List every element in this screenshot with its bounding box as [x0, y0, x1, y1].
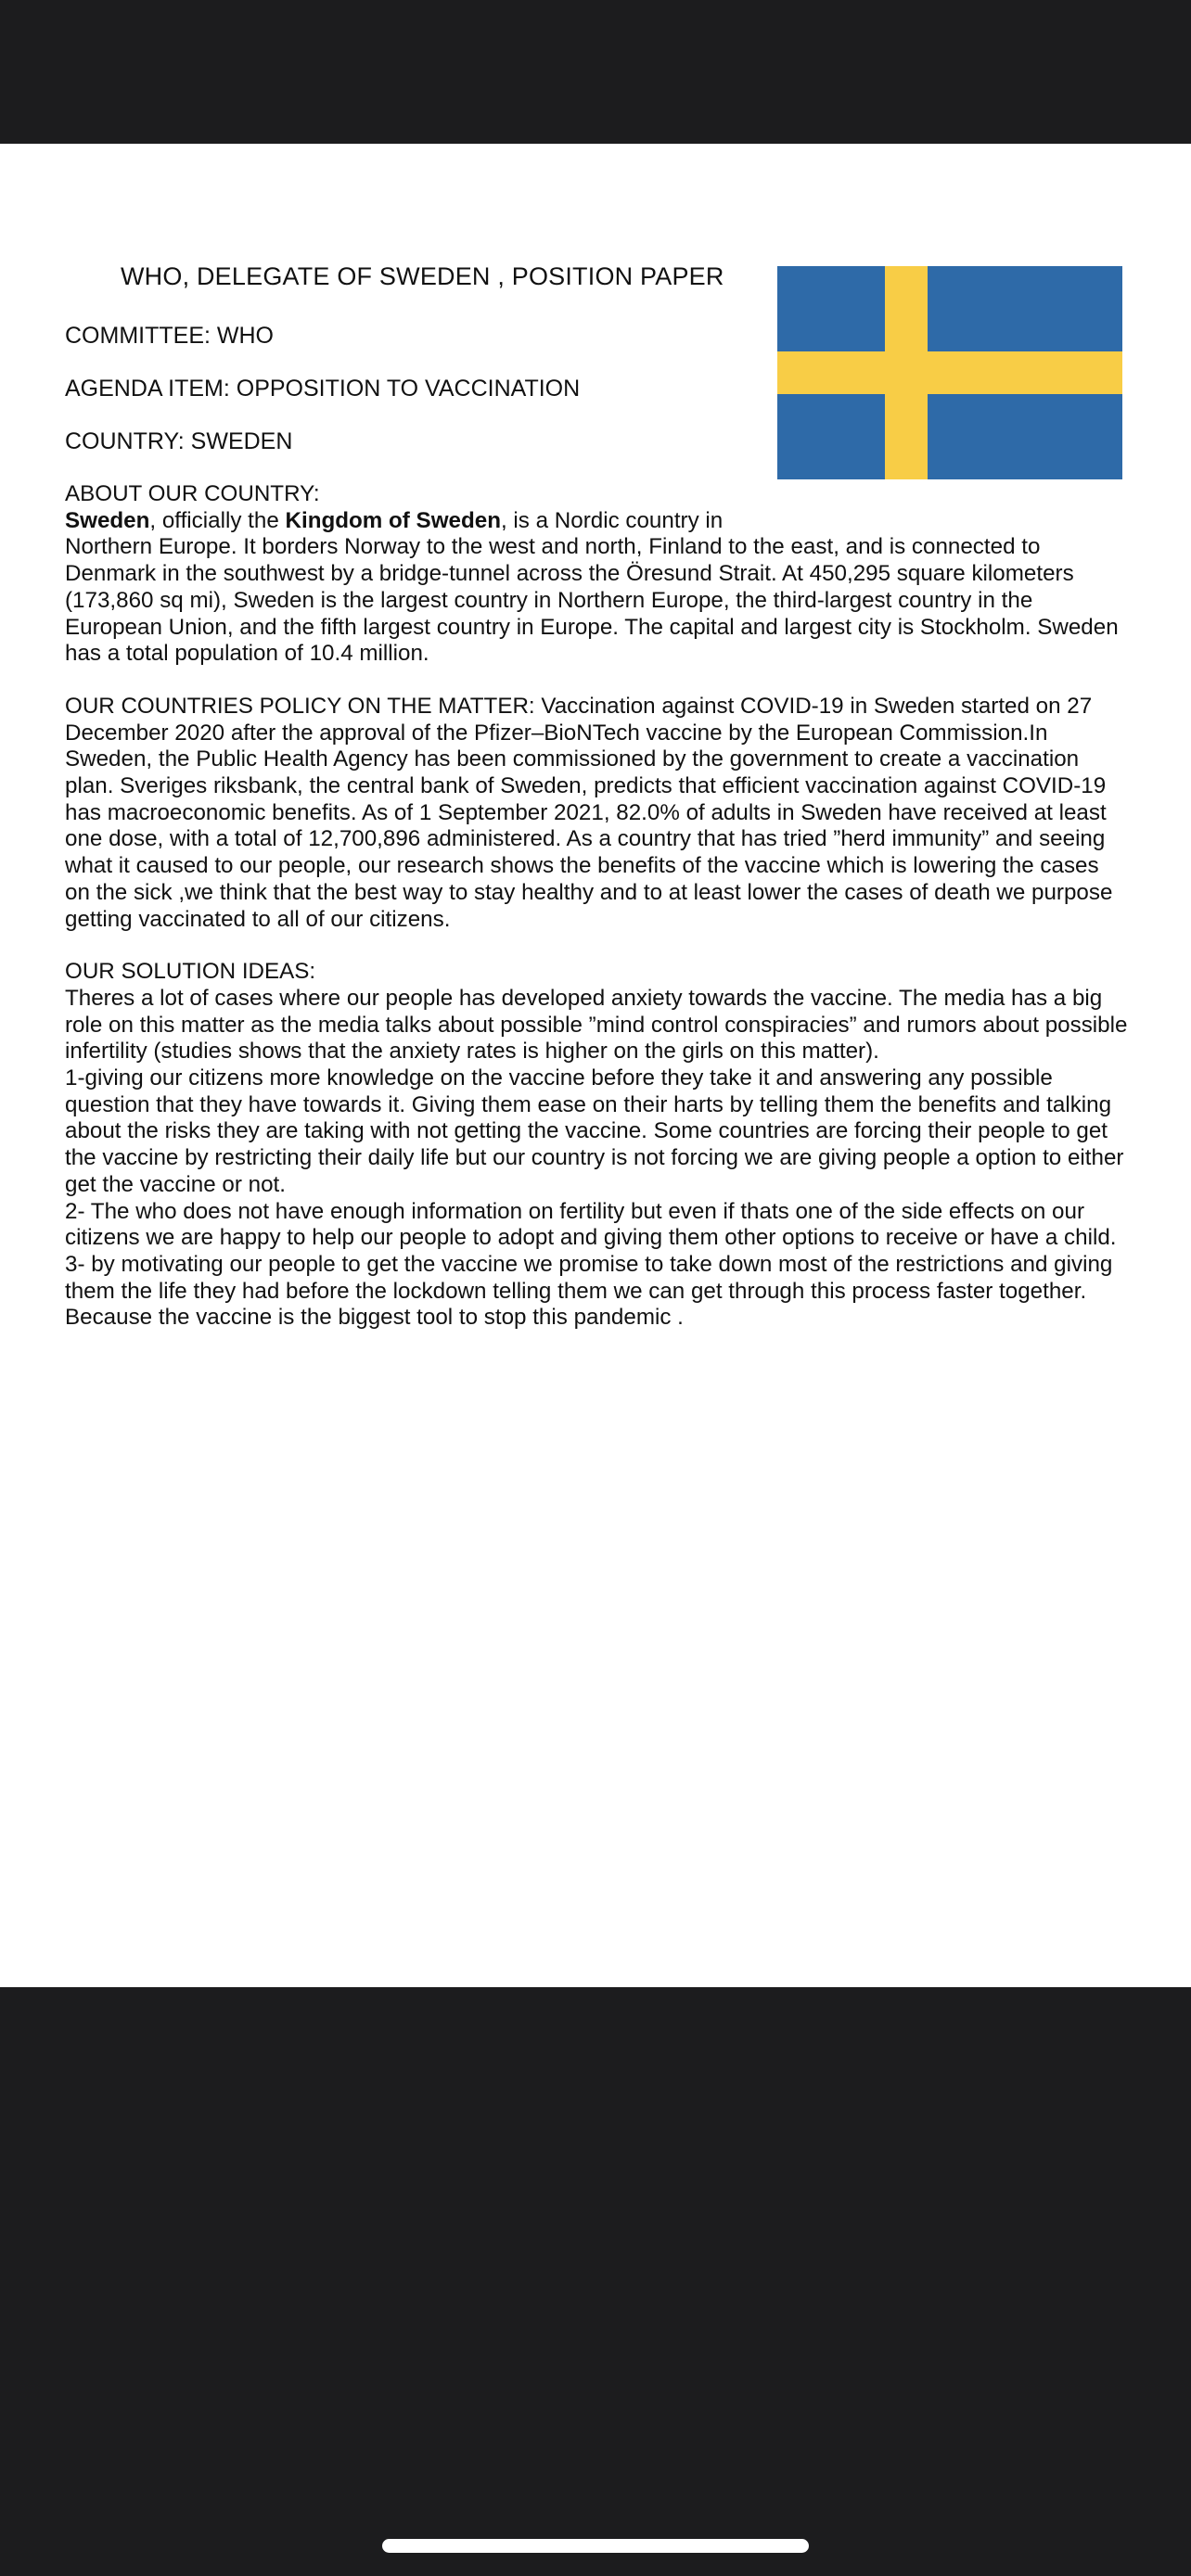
solution-item-3: 3- by motivating our people to get the vaccine we promise to take down most of the restrictions and giving them the life they had before the lockdown telling them we can get through this process faster together.	[65, 1251, 1113, 1304]
about-intro-line	[65, 508, 1130, 535]
top-bar	[0, 0, 1191, 144]
solution-item-2: 2- The who does not have enough information on fertility but even if thats one of the side effects on our citizens we are happy to help our people to adopt and giving them other options to receive or have a child.	[65, 1198, 1117, 1251]
flag-cross-horizontal	[777, 351, 1122, 394]
policy-paragraph: OUR COUNTRIES POLICY ON THE MATTER: Vaccination against COVID-19 in Sweden started on 27 December 2020 after the approval of the Pfizer–BioNTech vaccine by the European Commission.In Sweden, the Public Health Agency has been commissioned by the government to create a vaccination plan. Sveriges riksbank, the central bank of Sweden, predicts that efficient vaccination against COVID-19 has macroeconomic benefits. As of 1 September 2021, 82.0% of adults in Sweden have received at least one dose, with a total of 12,700,896 administered. As a country that has tried ”herd immunity” and seeing what it caused to our people, our research shows the benefits of the vaccine which is lowering the cases on the sick ,we think that the best way to stay healthy and to at least lower the cases of death we purpose getting vaccinated to all of our citizens.	[65, 693, 1113, 932]
sweden-bold: Sweden	[65, 507, 150, 533]
about-section	[65, 481, 1130, 668]
home-indicator-bar[interactable]	[382, 2539, 809, 2553]
flag-graphic	[777, 266, 1122, 479]
about-heading: ABOUT OUR COUNTRY:	[65, 481, 320, 506]
flag-of-sweden-image	[777, 266, 1122, 479]
solution-item-1: 1-giving our citizens more knowledge on the vaccine before they take it and answering any possible question that they have towards it. Giving them ease on their harts by telling them the benefits and talking about the risks they are taking with not getting the vaccine. Some countries are forcing their people to get the vaccine by restricting their daily life but our country is not forcing we are giving people a option to either get the vaccine or not.	[65, 1065, 1124, 1197]
committee-line: COMMITTEE: WHO	[65, 323, 274, 349]
agenda-item-line: AGENDA ITEM: OPPOSITION TO VACCINATION	[65, 376, 581, 402]
solutions-closing: Because the vaccine is the biggest tool to stop this pandemic .	[65, 1305, 684, 1331]
country-line: COUNTRY: SWEDEN	[65, 428, 293, 454]
document-title: WHO, DELEGATE OF SWEDEN , POSITION PAPER	[121, 262, 724, 290]
about-text-1: , officially the	[149, 507, 286, 533]
document-body	[65, 481, 1130, 1332]
solutions-intro: Theres a lot of cases where our people has developed anxiety towards the vaccine. The media has a big role on this matter as the media talks about possible ”mind control conspiracies” and rumors about possible infertility (studies shows that the anxiety rates is higher on the girls on this matter).	[65, 985, 1128, 1065]
kingdom-bold: Kingdom of Sweden	[285, 507, 501, 533]
solutions-heading: OUR SOLUTION IDEAS:	[65, 959, 316, 985]
policy-section	[65, 694, 1130, 933]
about-body: Northern Europe. It borders Norway to the west and north, Finland to the east, and is connected to Denmark in the southwest by a bridge-tunnel across the Öresund Strait. At 450,295 square kilometers (173,860 sq mi), Sweden is the largest country in Northern Europe, the third-largest country in the European Union, and the fifth largest country in Europe. The capital and largest city is Stockholm. Sweden has a total population of 10.4 million.	[65, 534, 1119, 667]
solutions-section	[65, 959, 1130, 1332]
about-text-2: , is a Nordic country in	[500, 507, 724, 533]
document-page	[0, 144, 1191, 1987]
